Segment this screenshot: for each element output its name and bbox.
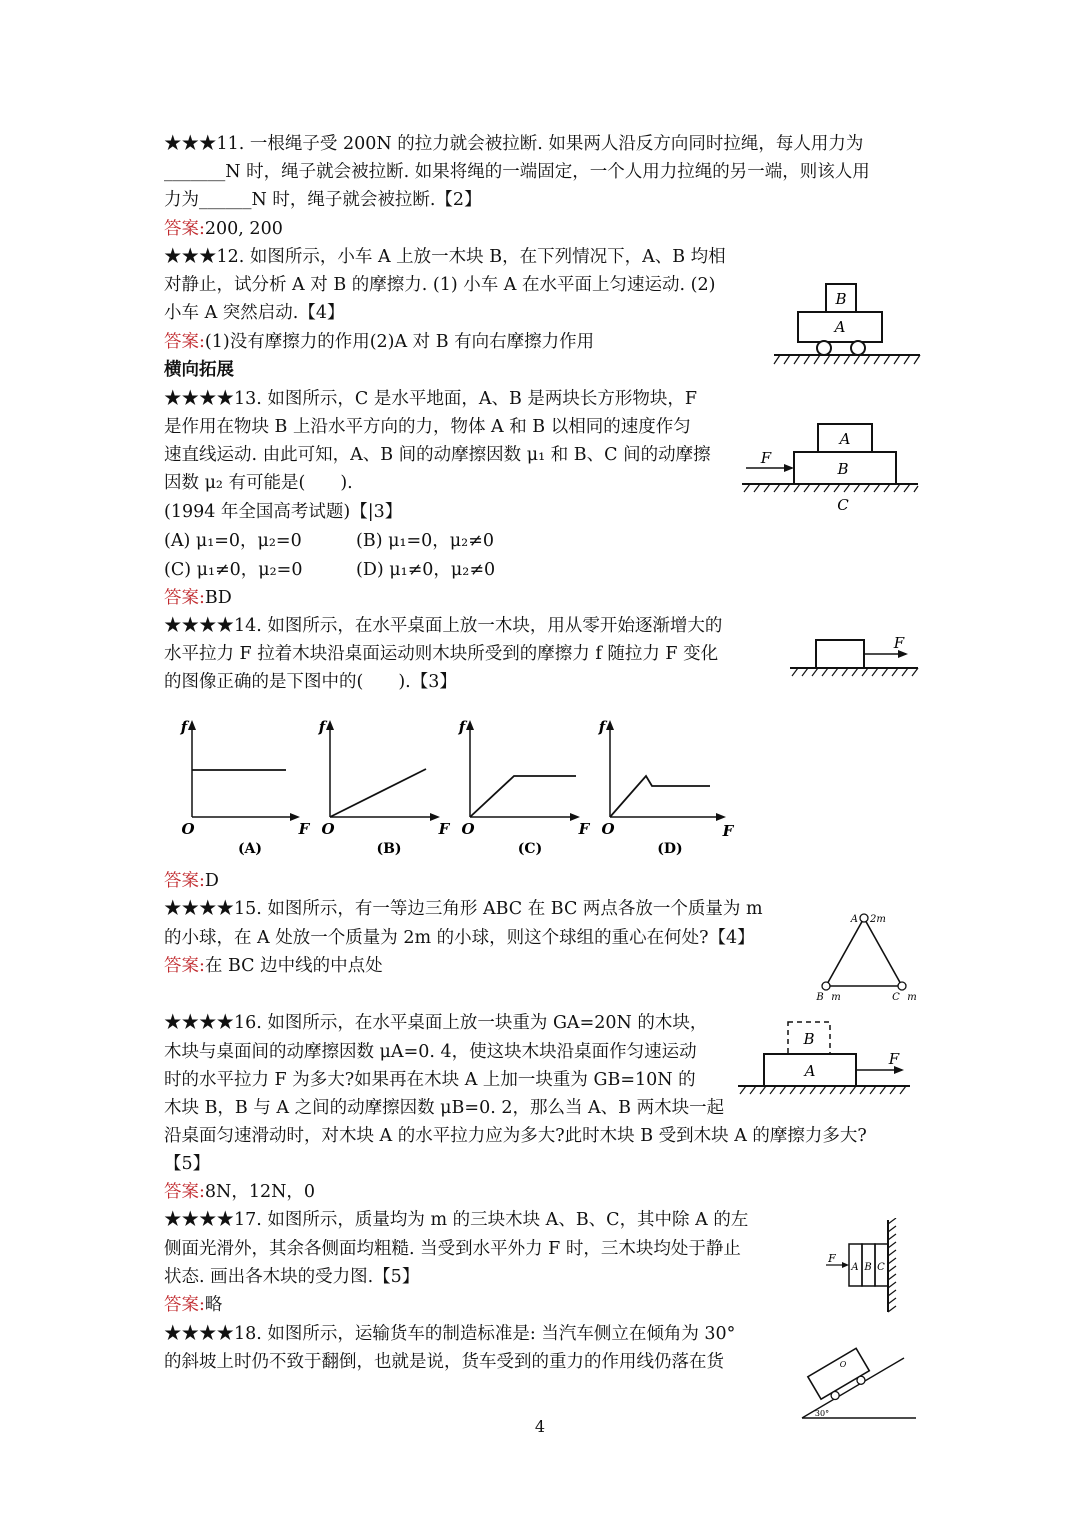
svg-text:f: f: [180, 718, 188, 736]
svg-text:F: F: [298, 820, 310, 838]
q18-line-2: 的斜坡上时仍不致于翻倒，也就是说，货车受到的重力的作用线仍落在货: [164, 1352, 724, 1372]
q13-line-1: ★★★★13. 如图所示，C 是水平地面，A、B 是两块长方形物块，F: [164, 389, 698, 409]
q17-line-3: 状态. 画出各木块的受力图.【5】: [164, 1267, 420, 1287]
q17-line-2: 侧面光滑外，其余各侧面均粗糙. 当受到水平外力 F 时，三木块均处于静止: [164, 1239, 741, 1259]
q13-blocks-figure: [740, 418, 920, 518]
q13-answer: [164, 584, 232, 612]
force-f-label: F: [760, 449, 772, 467]
q12-line-3: 小车 A 突然启动.【4】: [164, 303, 345, 323]
graph-d: [598, 718, 735, 857]
answer-label: 答案:: [164, 588, 205, 608]
q17-answer: [164, 1291, 222, 1319]
answer-value: 200, 200: [204, 219, 283, 239]
q16-answer: [164, 1178, 315, 1206]
answer-label: 答案:: [164, 1295, 205, 1315]
q15-line-1: ★★★★15. 如图所示，有一等边三角形 ABC 在 BC 两点各放一个质量为 m: [164, 899, 763, 919]
answer-label: 答案:: [164, 332, 205, 352]
q16-line-5: 沿桌面匀速滑动时，对木块 A 的水平拉力应为多大?此时木块 B 受到木块 A 的摩擦力多大?: [164, 1126, 867, 1146]
q14-answer: [164, 867, 219, 895]
answer-value: 8N，12N，0: [204, 1182, 316, 1202]
q12-line-2: 对静止，试分析 A 对 B 的摩擦力. (1) 小车 A 在水平面上匀速运动. (2): [164, 275, 716, 295]
q13-option-b: (B) μ₁=0，μ₂≠0: [356, 531, 494, 551]
q13-option-d: (D) μ₁≠0，μ₂≠0: [356, 560, 496, 580]
answer-label: 答案:: [164, 871, 205, 891]
svg-text:(A): (A): [237, 841, 263, 857]
svg-text:O: O: [839, 1360, 847, 1369]
answer-label: 答案:: [164, 1182, 205, 1202]
q12-cart-figure: [772, 276, 922, 371]
block-a-label: A: [804, 1062, 816, 1080]
q14-line-2: 水平拉力 F 拉着木块沿桌面运动则木块所受到的摩擦力 f 随拉力 F 变化: [164, 644, 719, 664]
q12-answer: [164, 328, 594, 356]
q13-line-5: (1994 年全国高考试题)【|3】: [164, 502, 403, 522]
block-a-label: A: [839, 430, 851, 448]
answer-label: 答案:: [164, 219, 205, 239]
svg-text:A: A: [851, 1262, 859, 1273]
q11-line-3: 力为______N 时，绳子就会被拉断.【2】: [164, 190, 482, 210]
block-b-label: B: [837, 460, 849, 478]
force-f-label: F: [893, 634, 905, 652]
q11-line-2: _______N 时，绳子就会被拉断. 如果将绳的一端固定，一个人用力拉绳的另一端，则该人用: [164, 162, 870, 182]
svg-text:C: C: [877, 1262, 885, 1273]
answer-value: 略: [204, 1295, 223, 1315]
svg-text:m: m: [907, 992, 917, 1003]
q18-line-1: ★★★★18. 如图所示，运输货车的制造标准是: 当汽车侧立在倾角为 30°: [164, 1324, 736, 1344]
answer-value: (1)没有摩擦力的作用(2)A 对 B 有向右摩擦力作用: [204, 332, 595, 352]
svg-text:O: O: [601, 820, 615, 838]
force-f-label: F: [888, 1050, 900, 1068]
ground-c-label: C: [837, 496, 849, 514]
svg-text:f: f: [318, 718, 326, 736]
q17-line-1: ★★★★17. 如图所示，质量均为 m 的三块木块 A、B、C，其中除 A 的左: [164, 1210, 749, 1230]
answer-value: 在 BC 边中线的中点处: [204, 956, 383, 976]
q16-line-1: ★★★★16. 如图所示，在水平桌面上放一块重为 GA=20N 的木块，: [164, 1013, 708, 1033]
q17-wall-figure: [820, 1218, 900, 1316]
q13-line-2: 是作用在物块 B 上沿水平方向的力，物体 A 和 B 以相同的速度作匀: [164, 417, 691, 437]
q18-truck-slope-figure: [800, 1340, 920, 1424]
graph-b: [318, 718, 451, 857]
q13-option-c: (C) μ₁≠0，μ₂=0: [164, 560, 303, 580]
block-b-label: B: [835, 290, 847, 308]
svg-text:B: B: [864, 1262, 872, 1273]
svg-text:F: F: [438, 820, 450, 838]
q13-line-4: 因数 μ₂ 有可能是( ).: [164, 473, 353, 493]
svg-text:F: F: [828, 1252, 836, 1265]
q15-answer: [164, 952, 383, 980]
q11-line-1: ★★★11. 一根绳子受 200N 的拉力就会被拉断. 如果两人沿反方向同时拉绳，每人用力为: [164, 134, 864, 154]
q14-line-1: ★★★★14. 如图所示，在水平桌面上放一木块，用从零开始逐渐增大的: [164, 616, 723, 636]
svg-text:C: C: [892, 992, 900, 1003]
svg-text:O: O: [461, 820, 475, 838]
graph-c: [458, 718, 591, 857]
q13-line-3: 速直线运动. 由此可知，A、B 间的动摩擦因数 μ₁ 和 B、C 间的动摩擦: [164, 445, 711, 465]
q16-line-2: 木块与桌面间的动摩擦因数 μA=0. 4，使这块木块沿桌面作匀速运动: [164, 1042, 697, 1062]
q11-answer: [164, 215, 283, 243]
page-number: 4: [534, 1417, 546, 1436]
graph-a: [180, 718, 311, 857]
svg-text:2m: 2m: [870, 914, 886, 925]
q16-line-3: 时的水平拉力 F 为多大?如果再在木块 A 上加一块重为 GB=10N 的: [164, 1070, 696, 1090]
svg-text:f: f: [458, 718, 466, 736]
svg-text:O: O: [181, 820, 195, 838]
q14-block-figure: [788, 628, 920, 686]
svg-text:O: O: [321, 820, 335, 838]
q14-graphs: [164, 712, 744, 862]
svg-text:(B): (B): [376, 841, 402, 857]
answer-value: BD: [204, 588, 232, 608]
answer-label: 答案:: [164, 956, 205, 976]
q15-triangle-figure: [806, 908, 926, 1004]
q14-line-3: 的图像正确的是下图中的( ).【3】: [164, 672, 457, 692]
q12-line-1: ★★★12. 如图所示，小车 A 上放一木块 B，在下列情况下，A、B 均相: [164, 247, 726, 267]
svg-text:m: m: [831, 992, 841, 1003]
svg-text:A: A: [850, 914, 858, 925]
svg-text:(D): (D): [657, 841, 683, 857]
block-a-label: A: [834, 318, 846, 336]
q16-blocks-figure: [736, 1018, 912, 1102]
svg-text:F: F: [578, 820, 590, 838]
q13-option-a: (A) μ₁=0，μ₂=0: [164, 531, 302, 551]
section-heading: 横向拓展: [164, 360, 234, 380]
q16-line-6: 【5】: [164, 1154, 211, 1174]
block-b-label: B: [803, 1030, 815, 1048]
svg-text:B: B: [816, 992, 824, 1003]
q16-line-4: 木块 B，B 与 A 之间的动摩擦因数 μB=0. 2，那么当 A、B 两木块一起: [164, 1098, 725, 1118]
svg-text:30°: 30°: [814, 1409, 830, 1418]
svg-text:f: f: [598, 718, 606, 736]
q15-line-2: 的小球，在 A 处放一个质量为 2m 的小球，则这个球组的重心在何处?【4】: [164, 928, 755, 948]
answer-value: D: [204, 871, 219, 891]
svg-text:F: F: [722, 822, 734, 840]
svg-text:(C): (C): [517, 841, 543, 857]
